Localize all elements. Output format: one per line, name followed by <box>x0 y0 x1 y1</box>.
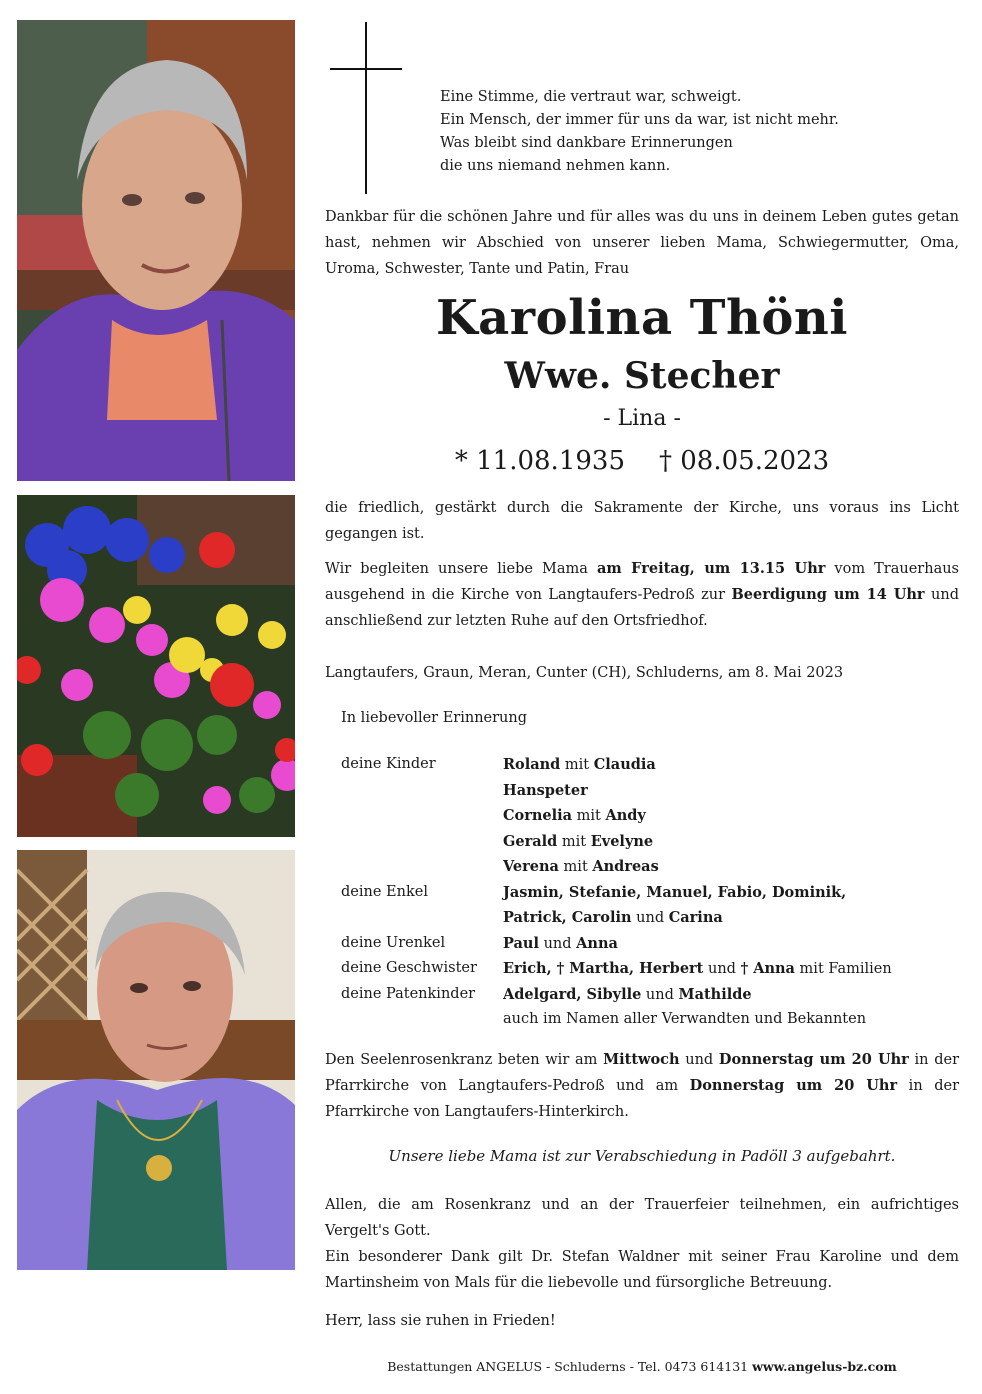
connector: mit <box>557 833 591 850</box>
life-dates <box>325 441 959 481</box>
family-name: Hanspeter <box>503 781 588 799</box>
place-date: Langtaufers, Graun, Meran, Cunter (CH), Schluderns, am 8. Mai 2023 <box>325 665 844 681</box>
connector: mit Familien <box>794 961 892 977</box>
relatives-note: auch im Namen aller Verwandten und Bekannten <box>503 1011 867 1027</box>
married-name: Wwe. Stecher <box>504 355 780 397</box>
death-date: † 08.05.2023 <box>659 446 830 476</box>
relation-label: deine Patenkinder <box>341 985 476 1002</box>
footer-website: www.angelus-bz.com <box>752 1359 897 1374</box>
relation-label: deine Geschwister <box>341 960 477 976</box>
closing-prayer: Herr, lass sie ruhen in Frieden! <box>325 1313 556 1329</box>
flower-photo-image <box>17 495 295 837</box>
flower-photo <box>17 495 295 837</box>
poem <box>440 86 960 178</box>
family-name: Paul <box>503 934 539 952</box>
portrait-photo-bottom <box>17 850 295 1270</box>
connector: mit <box>572 808 606 824</box>
family-name: Andreas <box>592 858 659 875</box>
nickname: - Lina - <box>603 406 681 431</box>
family-name: Claudia <box>593 756 656 773</box>
memory-heading: In liebevoller Erinnerung <box>341 710 528 726</box>
rosary-text: in der Pfarrkirche von Langtaufers-Hinterkirch. <box>325 1078 960 1120</box>
burial-time: Beerdigung um 14 Uhr <box>731 586 925 603</box>
family-name: Erich, † Martha, Herbert <box>503 960 704 977</box>
rosary-text: in der Pfarrkirche von Langtaufers-Pedroß und am <box>325 1052 960 1094</box>
connector: und <box>631 910 669 926</box>
ceremony-text: Wir begleiten unsere liebe Mama <box>325 561 597 577</box>
rosary-paragraph <box>325 1047 959 1125</box>
rosary-time: Donnerstag um 20 Uhr <box>689 1077 898 1094</box>
footer <box>325 1357 959 1377</box>
poem-line: die uns niemand nehmen kann. <box>440 158 671 174</box>
family-name: † Anna <box>740 960 795 977</box>
intro-paragraph: Dankbar für die schönen Jahre und für alles was du uns in deinem Leben gutes getan hast, nehmen wir Abschied von unserer lieben Mama, Schwiegermutter, Oma, Uroma, Schwester, Tante und Patin, Frau <box>325 209 959 277</box>
family-name: Jasmin, Stefanie, Manuel, Fabio, Dominik, <box>503 883 847 901</box>
connector: mit <box>558 859 593 875</box>
death-paragraph: die friedlich, gestärkt durch die Sakramente der Kirche, uns voraus ins Licht gegangen ist. <box>325 500 959 542</box>
rosary-text: und <box>679 1052 719 1068</box>
rosary-time: Donnerstag um 20 Uhr <box>718 1051 909 1068</box>
rosary-text: Den Seelenrosenkranz beten wir am <box>325 1052 604 1068</box>
poem-line: Eine Stimme, die vertraut war, schweigt. <box>440 89 742 105</box>
cross-icon <box>365 22 367 194</box>
connector: und <box>641 986 679 1003</box>
family-name: Adelgard, Sibylle <box>503 985 642 1003</box>
ceremony-text: vom Trauerhaus ausgehend in die Kirche von Langtaufers-Pedroß zur <box>325 561 959 603</box>
connector: und <box>703 961 741 977</box>
special-thanks-paragraph: Ein besonderer Dank gilt Dr. Stefan Waldner mit seiner Frau Karoline und dem Martinsheim von Mals für die liebevolle und fürsorgliche Betreuung. <box>325 1249 959 1291</box>
family-name: Anna <box>576 934 618 952</box>
thanks-paragraph: Allen, die am Rosenkranz und an der Trauerfeier teilnehmen, ein aufrichtiges Vergelt's Gott. <box>325 1197 959 1239</box>
family-name: Carina <box>668 909 723 926</box>
family-name: Cornelia <box>503 807 573 824</box>
birth-date: * 11.08.1935 <box>454 446 625 476</box>
portrait-photo-image <box>17 20 295 481</box>
family-name: Patrick, Carolin <box>503 909 632 926</box>
poem-line: Ein Mensch, der immer für uns da war, ist nicht mehr. <box>440 112 839 128</box>
portrait-photo-image <box>17 850 295 1270</box>
family-name: Gerald <box>503 832 558 850</box>
cross-icon-bar <box>330 68 402 70</box>
family-name: Roland <box>503 756 561 773</box>
poem-line: Was bleibt sind dankbare Erinnerungen <box>440 135 733 151</box>
connector: und <box>538 935 577 952</box>
ceremony-time: am Freitag, um 13.15 Uhr <box>596 560 826 577</box>
relation-label: deine Urenkel <box>341 934 446 951</box>
family-name: Mathilde <box>678 985 752 1003</box>
portrait-photo-top <box>17 20 295 481</box>
family-name: Evelyne <box>590 832 654 850</box>
viewing-note: Unsere liebe Mama ist zur Verabschiedung in Padöll 3 aufgebahrt. <box>388 1147 896 1165</box>
ceremony-text: und anschließend zur letzten Ruhe auf den Ortsfriedhof. <box>325 587 960 629</box>
family-name: Andy <box>605 807 646 824</box>
family-name: Verena <box>503 858 559 875</box>
deceased-name: Karolina Thöni <box>435 290 849 346</box>
ceremony-paragraph <box>325 556 959 634</box>
connector: mit <box>560 757 594 773</box>
footer-text: Bestattungen ANGELUS - Schluderns - Tel. 0473 614131 <box>387 1359 753 1374</box>
relation-label: deine Kinder <box>341 756 436 772</box>
rosary-day: Mittwoch <box>603 1051 680 1068</box>
relation-label: deine Enkel <box>341 883 428 900</box>
